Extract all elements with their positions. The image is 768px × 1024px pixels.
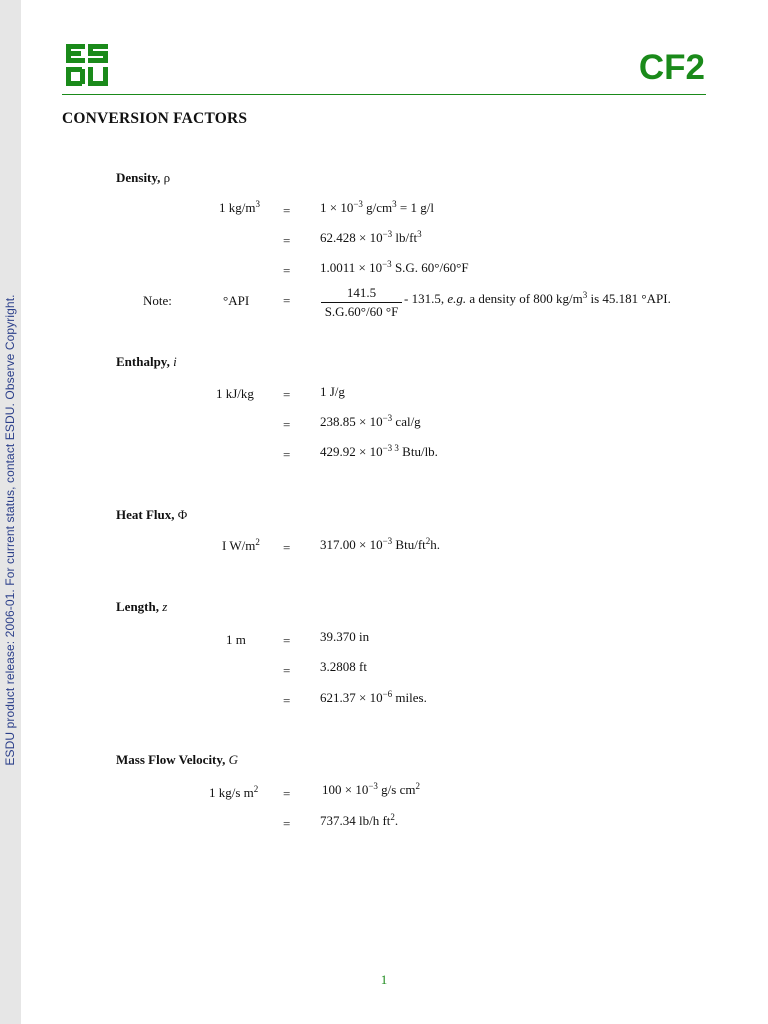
enthalpy-eq-2: = <box>283 417 291 432</box>
length-unit: 1 m <box>226 632 246 647</box>
density-eq-3: = <box>283 263 291 278</box>
length-row-3: $621.37 \times 10^{-6}$ miles. <box>320 689 427 705</box>
enthalpy-row-2: $238.85 \times 10^{-3}$ cal/g <box>320 413 421 429</box>
density-row-2: $62.428 \times 10^{-3}$ $lb/ft^3$ <box>320 229 422 245</box>
density-unit: 1 $kg/m^3$ <box>219 199 260 215</box>
length-eq-1: = <box>283 633 291 648</box>
enthalpy-row-1: 1 J/g <box>320 384 345 399</box>
release-notice: ESDU product release: 2006-01. For current status, contact ESDU. Observe Copyright. <box>3 294 17 766</box>
enthalpy-eq-3: = <box>283 447 291 462</box>
mass-flow-row-1: $100 \times 10^{-3}$ g/s $cm^2$ <box>322 781 420 797</box>
heat-flux-row-1: $317.00 \times 10^{-3}$ Btu/$ft^2h$. <box>320 536 441 552</box>
length-row-1: 39.370 in <box>320 629 370 644</box>
density-eq-4: = <box>283 293 291 308</box>
length-eq-3: = <box>283 693 291 708</box>
density-eq-1: = <box>283 203 291 218</box>
length-row-2: 3.2808 ft <box>320 659 367 674</box>
density-row-1: $1 \times 10^{-3}$ $g/cm^3 = 1$ g/l <box>320 199 434 215</box>
enthalpy-eq-1: = <box>283 387 291 402</box>
mass-flow-unit: 1 kg/s $m^2$ <box>209 784 259 800</box>
api-numerator: 141.5 <box>321 285 402 303</box>
enthalpy-unit: 1 kJ/kg <box>216 386 254 401</box>
density-eq-2: = <box>283 233 291 248</box>
length-eq-2: = <box>283 663 291 678</box>
header-rule <box>62 94 706 95</box>
heat-flux-heading: Heat Flux, Φ <box>116 507 188 522</box>
api-note-text: - 131.5, e.g. a density of 800 $kg/m^3$ is 45.181 °API. <box>404 290 671 306</box>
note-label: Note: <box>143 293 172 308</box>
heat-flux-eq-1: = <box>283 540 291 555</box>
enthalpy-heading: Enthalpy, i <box>116 354 177 369</box>
page-number: 1 <box>380 972 388 987</box>
page-title: CONVERSION FACTORS <box>62 110 248 127</box>
mass-flow-eq-2: = <box>283 816 291 831</box>
enthalpy-row-3: $429.92 \times 10^{-3 3}$ Btu/lb. <box>320 443 438 459</box>
density-heading: Density, ρ <box>116 170 171 185</box>
heat-flux-unit: I $W/m^2$ <box>222 537 260 553</box>
api-denominator: S.G.60°/60 °F <box>324 304 399 319</box>
esdu-logo-icon <box>66 44 108 86</box>
length-heading: Length, z <box>116 599 168 614</box>
side-strip <box>0 0 21 1024</box>
api-label: °API <box>223 293 250 308</box>
api-fraction <box>321 285 402 320</box>
document-code: CF2 <box>638 48 705 87</box>
mass-flow-heading: Mass Flow Velocity, G <box>116 752 239 767</box>
mass-flow-row-2: 737.34 lb/h $ft^2$. <box>320 812 399 828</box>
mass-flow-eq-1: = <box>283 786 291 801</box>
density-row-3: $1.0011 \times 10^{-3}$ S.G. 60°/60°F <box>320 259 469 275</box>
